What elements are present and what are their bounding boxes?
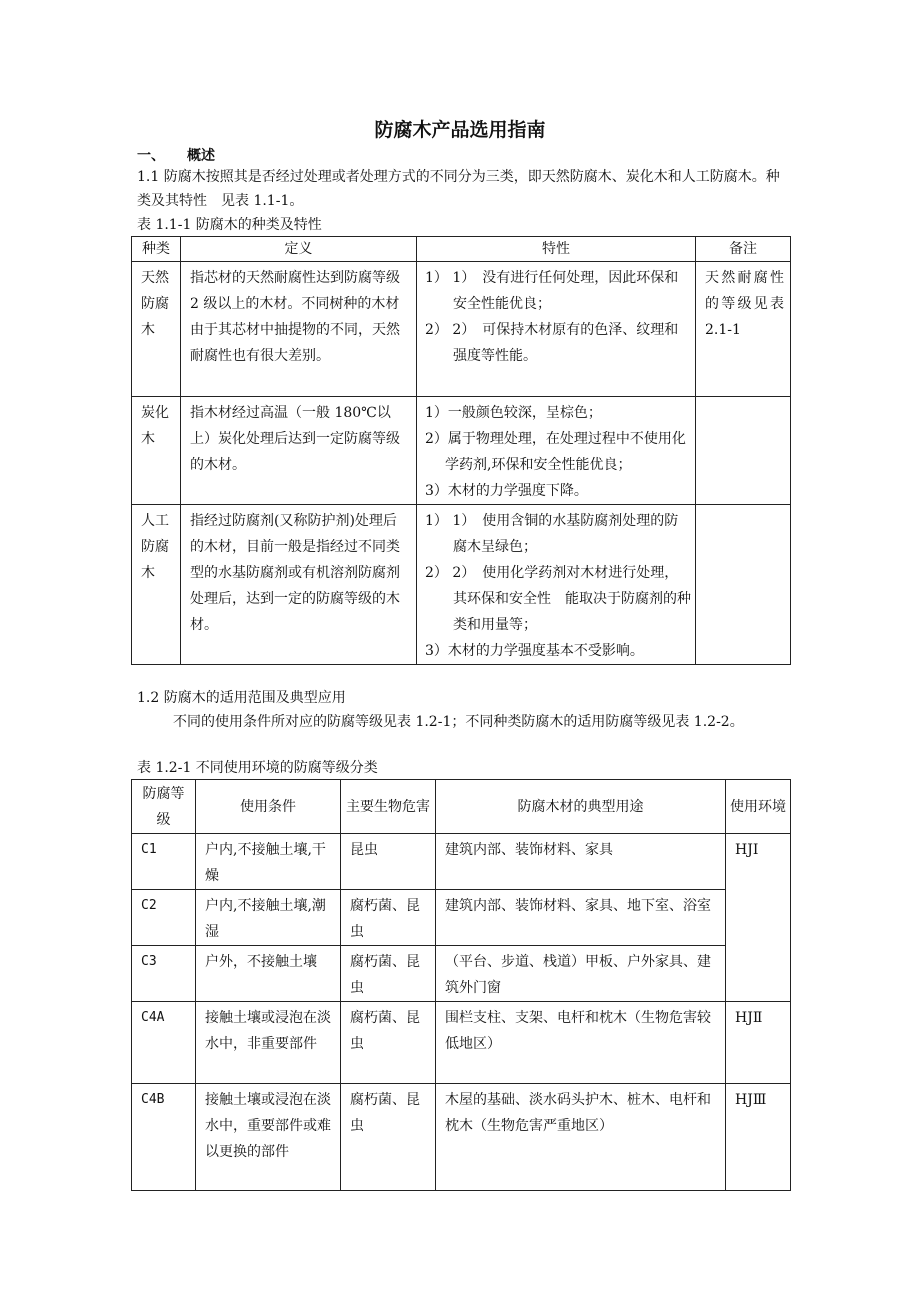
features-cell <box>417 505 696 665</box>
feature-item: 1） 1） 没有进行任何处理，因此环保和安全性能优良； <box>425 270 679 312</box>
hazard-cell: 腐朽菌、昆虫 <box>341 890 436 946</box>
table2-caption: 表 1.2-1 不同使用环境的防腐等级分类 <box>137 760 378 776</box>
definition-cell: 指木材经过高温（一般 180℃以上）炭化处理后达到一定防腐等级的木材。 <box>181 397 417 505</box>
hazard-cell: 腐朽菌、昆虫 <box>341 1084 436 1191</box>
table2-header-use: 防腐木材的典型用途 <box>436 780 726 834</box>
use-cell: （平台、步道、栈道）甲板、户外家具、建筑外门窗 <box>436 946 726 1002</box>
env-cell: HJⅡ <box>726 1002 791 1084</box>
table2-header-env: 使用环境 <box>726 780 791 834</box>
paragraph-1-2-body: 不同的使用条件所对应的防腐等级见表 1.2-1；不同种类防腐木的适用防腐等级见表 1.2-2。 <box>173 714 744 730</box>
feature-item: 3）木材的力学强度下降。 <box>425 483 588 499</box>
grade-cell: C3 <box>132 946 196 1002</box>
table-row <box>132 890 791 946</box>
hazard-cell: 昆虫 <box>341 834 436 890</box>
table-row <box>132 1002 791 1084</box>
hazard-cell: 腐朽菌、昆虫 <box>341 946 436 1002</box>
table-row <box>132 946 791 1002</box>
use-cell: 建筑内部、装饰材料、家具、地下室、浴室 <box>436 890 726 946</box>
definition-cell: 指经过防腐剂(又称防护剂)处理后的木材，目前一般是指经过不同类型的水基防腐剂或有机溶剂防腐剂处理后，达到一定的防腐等级的木材。 <box>181 505 417 665</box>
section-label: 概述 <box>187 148 215 164</box>
use-cell: 木屋的基础、淡水码头护木、桩木、电杆和枕木（生物危害严重地区） <box>436 1084 726 1191</box>
kind-cell: 人工防腐木 <box>132 505 181 665</box>
feature-item: 2） 2） 可保持木材原有的色泽、纹理和强度等性能。 <box>425 322 679 364</box>
condition-cell: 户外，不接触土壤 <box>196 946 341 1002</box>
use-cell: 围栏支柱、支架、电杆和枕木（生物危害较低地区） <box>436 1002 726 1084</box>
env-cell: HJⅢ <box>726 1084 791 1191</box>
table2-header-hazard: 主要生物危害 <box>341 780 436 834</box>
paragraph-1-2-heading: 1.2 防腐木的适用范围及典型应用 <box>137 690 346 706</box>
table-row <box>132 834 791 890</box>
paragraph-1-1: 1.1 防腐木按照其是否经过处理或者处理方式的不同分为三类，即天然防腐木、炭化木和人工防腐木。种类及其特性 见表 1.1-1。 <box>137 169 780 209</box>
feature-item: 3）木材的力学强度基本不受影响。 <box>425 643 644 659</box>
feature-item: 1） 1） 使用含铜的水基防腐剂处理的防腐木呈绿色； <box>425 513 679 555</box>
use-cell: 建筑内部、装饰材料、家具 <box>436 834 726 890</box>
table2-header-row <box>132 780 791 834</box>
table2-header-condition: 使用条件 <box>196 780 341 834</box>
condition-cell: 接触土壤或浸泡在淡水中，重要部件或难以更换的部件 <box>196 1084 341 1191</box>
table-row <box>132 397 791 505</box>
table2-header-grade: 防腐等级 <box>132 780 196 834</box>
features-cell <box>417 262 696 397</box>
section-heading <box>137 145 215 165</box>
definition-cell: 指芯材的天然耐腐性达到防腐等级 2 级以上的木材。不同树种的木材由于其芯材中抽提物的不同，天然耐腐性也有很大差别。 <box>181 262 417 397</box>
grade-cell: C4A <box>132 1002 196 1084</box>
table-row <box>132 262 791 397</box>
features-cell <box>417 397 696 505</box>
table1-header-note: 备注 <box>696 237 791 262</box>
env-cell: HJⅠ <box>726 834 791 1002</box>
grade-cell: C4B <box>132 1084 196 1191</box>
condition-cell: 户内,不接触土壤,潮湿 <box>196 890 341 946</box>
table1-caption: 表 1.1-1 防腐木的种类及特性 <box>137 217 322 233</box>
note-cell <box>696 397 791 505</box>
grade-cell: C2 <box>132 890 196 946</box>
table1-header-kind: 种类 <box>132 237 181 262</box>
table1-header-row <box>132 237 791 262</box>
note-cell: 天然耐腐性的等级见表 2.1-1 <box>696 262 791 397</box>
kind-cell: 炭化木 <box>132 397 181 505</box>
section-number: 一、 <box>137 148 165 164</box>
grade-cell: C1 <box>132 834 196 890</box>
feature-item: 1）一般颜色较深，呈棕色； <box>425 405 602 421</box>
note-cell <box>696 505 791 665</box>
table1-header-definition: 定义 <box>181 237 417 262</box>
table-row <box>132 505 791 665</box>
table-decay-classes <box>131 779 791 1191</box>
table-row <box>132 1084 791 1191</box>
page-title: 防腐木产品选用指南 <box>374 119 546 141</box>
kind-cell: 天然防腐木 <box>132 262 181 397</box>
table1-header-features: 特性 <box>417 237 696 262</box>
feature-item: 2） 2） 使用化学药剂对木材进行处理，其环保和安全性 能取决于防腐剂的种类和用量等； <box>425 565 691 633</box>
hazard-cell: 腐朽菌、昆虫 <box>341 1002 436 1084</box>
feature-item: 2）属于物理处理，在处理过程中不使用化学药剂,环保和安全性能优良； <box>425 431 686 473</box>
table-wood-types <box>131 236 791 665</box>
condition-cell: 户内,不接触土壤,干燥 <box>196 834 341 890</box>
condition-cell: 接触土壤或浸泡在淡水中，非重要部件 <box>196 1002 341 1084</box>
